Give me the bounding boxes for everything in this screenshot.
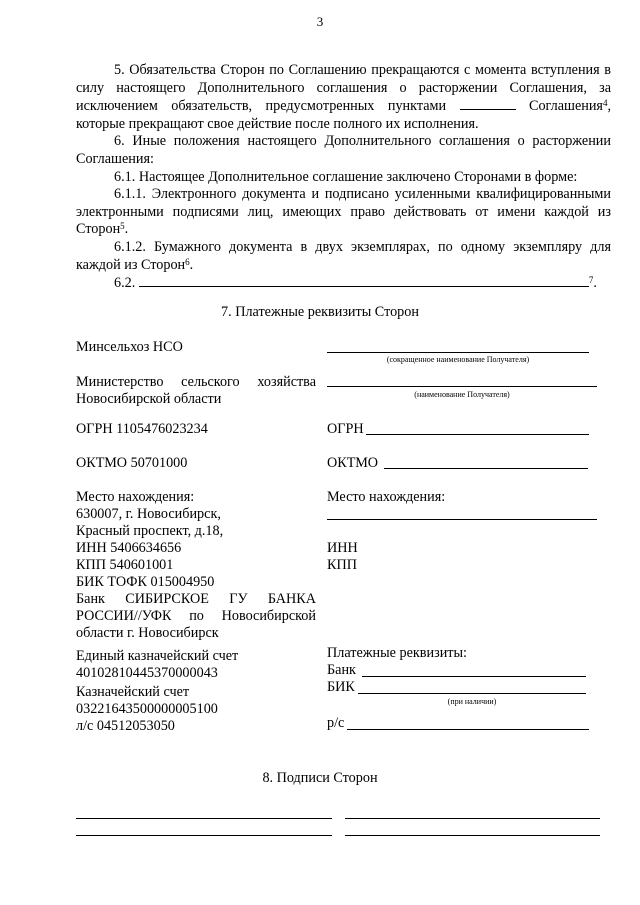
right-location-line (327, 519, 597, 520)
right-location-label: Место нахождения: (327, 489, 446, 505)
clause-5-agreement: Соглашения (528, 98, 603, 115)
left-full-name (76, 374, 316, 408)
right-bank-label: Банк (327, 662, 356, 678)
left-kpp: КПП 540601001 (76, 557, 174, 573)
right-bik-hint: (при наличии) (447, 697, 497, 706)
section-8-title: 8. Подписи Сторон (262, 770, 378, 786)
left-bik: БИК ТОФК 015004950 (76, 574, 215, 590)
section-7-title: 7. Платежные реквизиты Сторон (221, 304, 419, 320)
left-full-name-line2: Новосибирской области (76, 391, 222, 407)
clause-6-2-blank (139, 274, 589, 287)
right-bank-line (362, 676, 586, 677)
clause-6-1-1-text: 6.1.1. Электронного документа и подписано усиленными квалифицированными электронными подписями лиц, имеющих право действовать от имени каждой из Сторон (76, 186, 611, 238)
left-treasury-account: 40102810445370000043 (76, 665, 218, 681)
signature-line-right-1 (345, 818, 600, 819)
right-ogrn-label: ОГРН (327, 421, 364, 437)
left-ogrn: ОГРН 1105476023234 (76, 421, 208, 437)
signature-line-right-2 (345, 835, 600, 836)
left-treasury-sub: 03221643500000005100 (76, 701, 218, 717)
footnote-7: 7 (588, 275, 594, 286)
left-bank-line3: области г. Новосибирск (76, 625, 219, 641)
right-short-name-line (327, 352, 589, 353)
signature-line-left-1 (76, 818, 332, 819)
right-kpp-label: КПП (327, 557, 357, 573)
left-address-1: 630007, г. Новосибирск, (76, 506, 221, 522)
right-oktmo-line (384, 468, 588, 469)
clause-6-1-2-text: 6.1.2. Бумажного документа в двух экземплярах, по одному экземпляру для каждой из Сторон (76, 238, 611, 273)
right-rs-label: р/с (327, 715, 345, 731)
clause-6-2: 6.2. $^7$. (114, 275, 597, 292)
left-bank (76, 591, 316, 642)
left-bank-line1: Банк СИБИРСКОЕ ГУ БАНКА (76, 591, 316, 607)
clause-5-end: , которые прекращают свое действие после полного их исполнения. (76, 98, 611, 132)
terms-text (76, 62, 611, 293)
left-inn: ИНН 5406634656 (76, 540, 182, 556)
right-inn-label: ИНН (327, 540, 358, 556)
right-oktmo-label: ОКТМО (327, 455, 379, 471)
right-bik-label: БИК (327, 679, 355, 695)
page-number: 3 (316, 14, 324, 29)
clause-6-1-2: 6.1.2. Бумажного документа в двух экземплярах, по одному экземпляру для каждой из Сторон$^6$. (76, 238, 611, 273)
footnote-4: 4 (602, 98, 608, 109)
clause-5 (76, 62, 611, 133)
clause-6-1-1: 6.1.1. Электронного документа и подписано усиленными квалифицированными электронными подписями лиц, имеющих право действовать от имени каждой из Сторон$^5$. (76, 186, 611, 238)
right-short-name-hint: (сокращенное наименование Получателя) (386, 355, 530, 364)
left-treasury-sub-label: Казначейский счет (76, 684, 190, 700)
left-full-name-line1: Министерство сельского хозяйства (76, 374, 316, 390)
clause-6-2-label: 6.2. (114, 275, 136, 292)
signature-line-left-2 (76, 835, 332, 836)
left-short-name: Минсельхоз НСО (76, 339, 183, 355)
right-bik-line (358, 693, 586, 694)
left-treasury-label: Единый казначейский счет (76, 648, 239, 664)
left-ls: л/с 04512053050 (76, 718, 175, 734)
clause-5-blank (460, 97, 516, 110)
clause-6-1: 6.1. Настоящее Дополнительное соглашение заключено Сторонами в форме: (114, 168, 578, 185)
clause-6: 6. Иные положения настоящего Дополнительного соглашения о расторжении Соглашения: (76, 133, 611, 167)
right-full-name-line (327, 386, 597, 387)
clause-5-text: 5. Обязательства Сторон по Соглашению прекращаются с момента вступления в силу настоящего Дополнительного соглашения о расторжении Соглашения, за исключением обязательств, предусмотренных пунктами (76, 62, 611, 115)
left-bank-line2: РОССИИ//УФК по Новосибирской (76, 608, 316, 624)
right-ogrn-line (366, 434, 589, 435)
left-location-label: Место нахождения: (76, 489, 195, 505)
footnote-5: 5 (120, 221, 125, 232)
footnote-6: 6 (185, 256, 190, 267)
right-full-name-hint: (наименование Получателя) (414, 390, 510, 399)
right-payment-label: Платежные реквизиты: (327, 645, 467, 661)
left-oktmo: ОКТМО 50701000 (76, 455, 188, 471)
right-rs-line (347, 729, 589, 730)
left-address-2: Красный проспект, д.18, (76, 523, 224, 539)
